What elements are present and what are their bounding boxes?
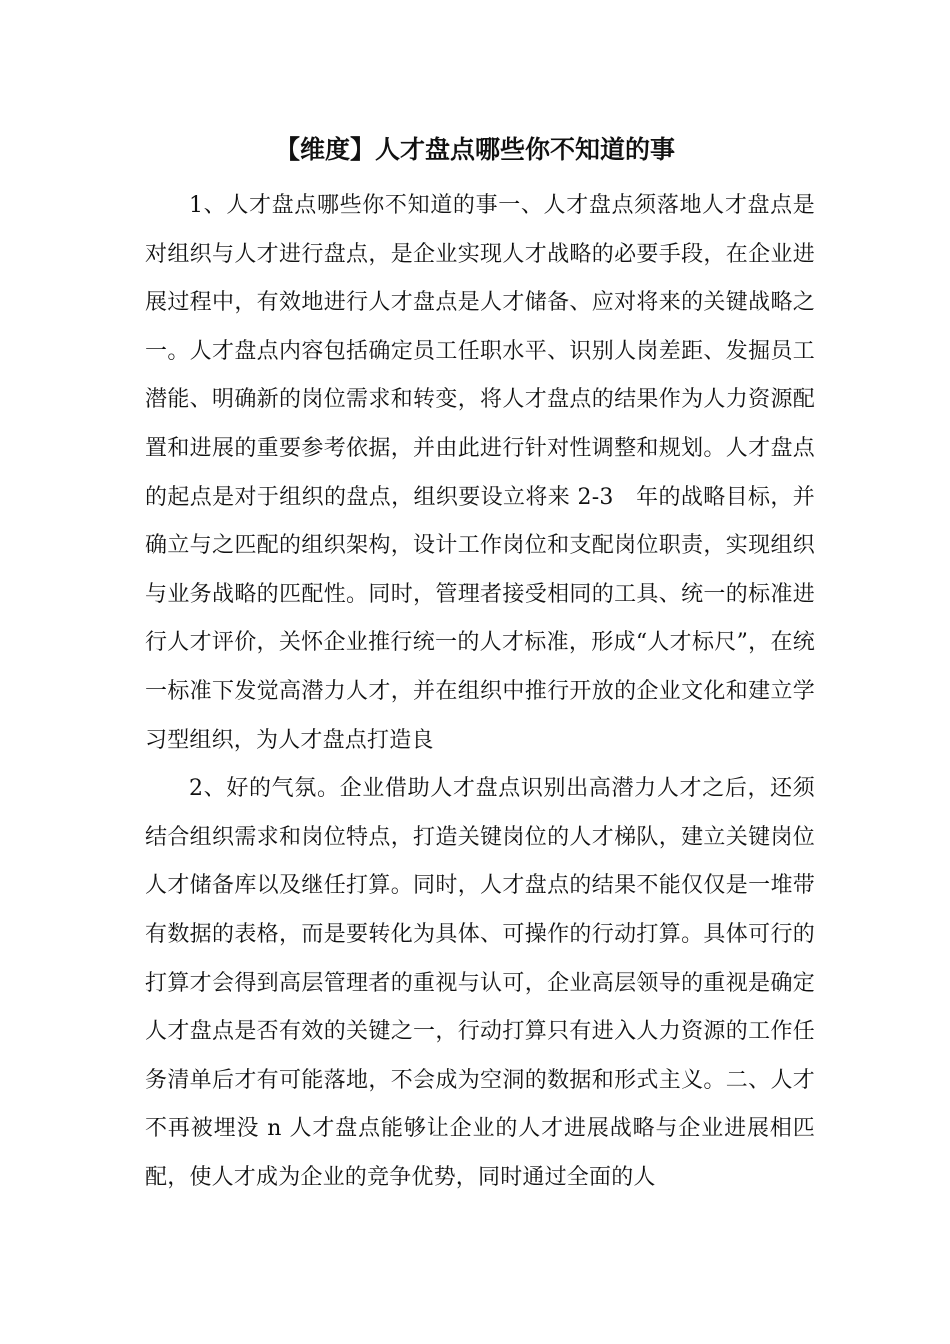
document-body [145, 182, 815, 1202]
paragraph-2: 2、好的气氛。企业借助人才盘点识别出高潜力人才之后，还须结合组织需求和岗位特点，打造关键岗位的人才梯队，建立关键岗位人才储备库以及继任打算。同时，人才盘点的结果不能仅仅是一堆带有数据的表格，而是要转化为具体、可操作的行动打算。具体可行的打算才会得到高层管理者的重视与认可，企业高层领导的重视是确定人才盘点是否有效的关键之一，行动打算只有进入人力资源的工作任务清单后才有可能落地，不会成为空洞的数据和形式主义。二、人才不再被埋没 n 人才盘点能够让企业的人才进展战略与企业进展相匹配，使人才成为企业的竞争优势，同时通过全面的人 [145, 776, 815, 1190]
paragraph-1: 1、人才盘点哪些你不知道的事一、人才盘点须落地人才盘点是对组织与人才进行盘点，是企业实现人才战略的必要手段，在企业进展过程中，有效地进行人才盘点是人才储备、应对将来的关键战略之一。人才盘点内容包括确定员工任职水平、识别人岗差距、发掘员工潜能、明确新的岗位需求和转变，将人才盘点的结果作为人力资源配置和进展的重要参考依据，并由此进行针对性调整和规划。人才盘点的起点是对于组织的盘点，组织要设立将来 2-3 年的战略目标，并确立与之匹配的组织架构，设计工作岗位和支配岗位职责，实现组织与业务战略的匹配性。同时，管理者接受相同的工具、统一的标准进行人才评价，关怀企业推行统一的人才标准，形成“人才标尺”，在统一标准下发觉高潜力人才，并在组织中推行开放的企业文化和建立学习型组织，为人才盘点打造良 [145, 193, 815, 753]
document-title: 【维度】人才盘点哪些你不知道的事 [274, 135, 675, 164]
